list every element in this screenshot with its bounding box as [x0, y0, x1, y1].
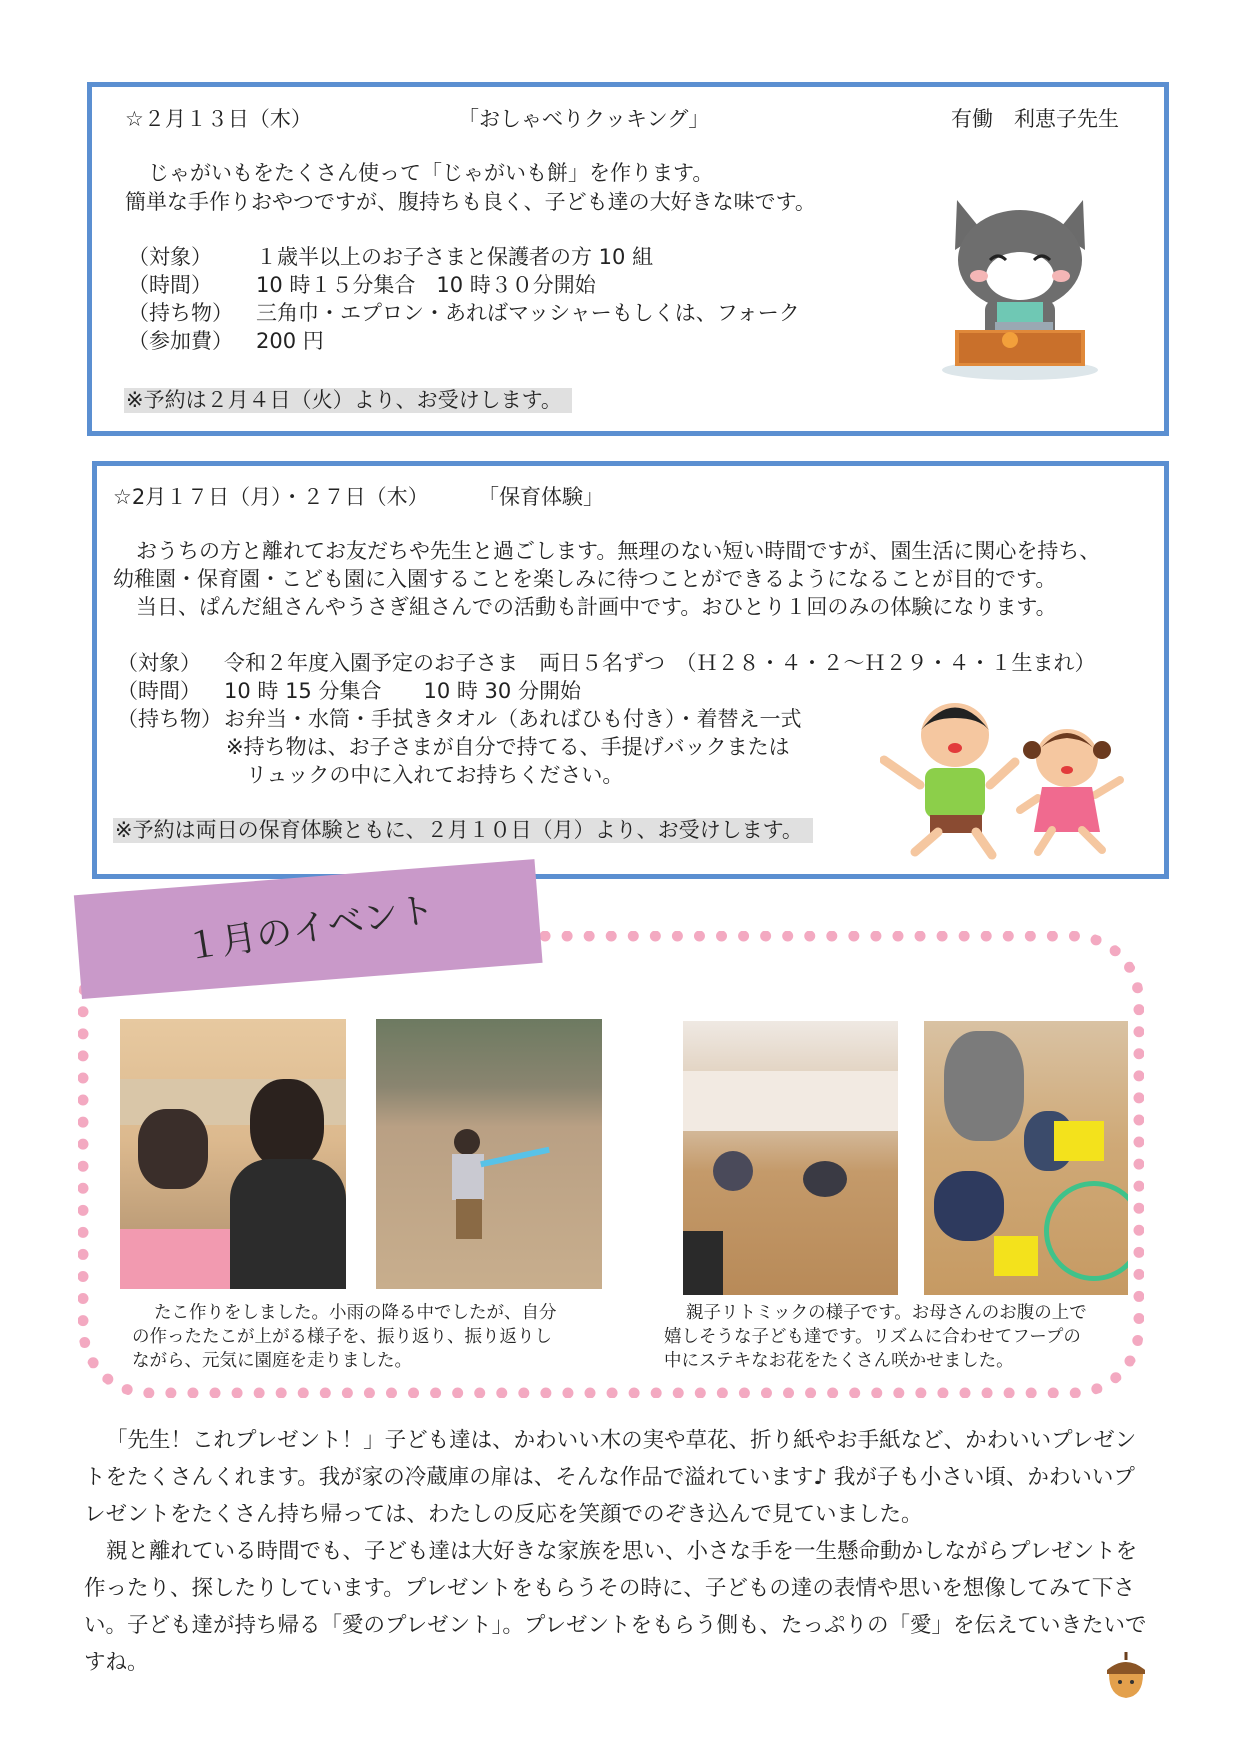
childcare-description-1: おうちの方と離れてお友だちや先生と過ごします。無理のない短い時間ですが、園生活に関心を持ち、: [136, 539, 1101, 563]
cooking-reservation-note: ※予約は２月４日（火）より、お受けします。: [124, 388, 572, 413]
cooking-detail-label: （持ち物）: [128, 301, 233, 325]
cooking-teacher: 有働 利恵子先生: [951, 107, 1119, 131]
caption-line: 中にステキなお花をたくさん咲かせました。: [664, 1351, 1014, 1371]
event-caption-left: [132, 1301, 602, 1373]
cooking-detail-label: （時間）: [128, 273, 212, 297]
childcare-detail-label: （時間）: [117, 679, 201, 703]
cooking-date: ☆２月１３日（木）: [125, 107, 312, 131]
acorn-icon: [1103, 1650, 1149, 1700]
caption-line: ながら、元気に園庭を走りました。: [132, 1351, 412, 1371]
childcare-belongings-note-2: リュックの中に入れてお持ちください。: [246, 763, 624, 787]
cooking-detail-value: 10 時１５分集合 10 時３０分開始: [256, 273, 596, 297]
childcare-reservation-note: ※予約は両日の保育体験ともに、２月１０日（月）より、お受けします。: [113, 818, 813, 843]
event-photo-kite-flying: [376, 1019, 602, 1289]
childcare-description-2: 幼稚園・保育園・こども園に入園することを楽しみに待つことができるようになることが目的です。: [113, 567, 1057, 591]
caption-line: の作ったたこが上がる様子を、振り返り、振り返りし: [132, 1327, 552, 1347]
event-photo-rhythmic-1: [683, 1021, 898, 1295]
caption-line: 嬉しそうな子ども達です。リズムに合わせてフープの: [664, 1327, 1081, 1347]
cooking-description-1: じゃがいもをたくさん使って「じゃがいも餅」を作ります。: [148, 161, 714, 185]
cooking-description-2: 簡単な手作りおやつですが、腹持ちも良く、子ども達の大好きな味です。: [125, 190, 816, 214]
event-photo-rhythmic-2: [924, 1021, 1128, 1295]
childcare-title: 「保育体験」: [478, 485, 604, 509]
caption-line: 親子リトミックの様子です。お母さんのお腹の上で: [686, 1303, 1087, 1323]
childcare-belongings-note-1: ※持ち物は、お子さまが自分で持てる、手提げバックまたは: [226, 735, 790, 759]
cooking-detail-value: 三角巾・エプロン・あればマッシャーもしくは、フォーク: [256, 301, 800, 325]
childcare-detail-value: 令和２年度入園予定のお子さま 両日５名ずつ （Ｈ２８・４・２〜Ｈ２９・４・１生まれ）: [224, 651, 1096, 675]
childcare-description-3: 当日、ぱんだ組さんやうさぎ組さんでの活動も計画中です。おひとり１回のみの体験になります。: [136, 595, 1057, 619]
events-title: １月のイベント: [182, 888, 438, 969]
childcare-detail-value: お弁当・水筒・手拭きタオル（あればひも付き）・着替え一式: [224, 707, 802, 731]
childcare-detail-label: （対象）: [117, 651, 201, 675]
cooking-detail-label: （対象）: [128, 245, 212, 269]
event-photo-kite-making: [120, 1019, 346, 1289]
cooking-detail-value: １歳半以上のお子さまと保護者の方 10 組: [256, 245, 654, 269]
childcare-detail-label: （持ち物）: [117, 707, 222, 731]
children-illustration: [880, 690, 1140, 860]
cooking-cat-illustration: [935, 190, 1105, 390]
childcare-detail-value: 10 時 15 分集合 10 時 30 分開始: [224, 679, 581, 703]
caption-line: たこ作りをしました。小雨の降る中でしたが、自分: [154, 1303, 557, 1323]
essay: [84, 1422, 1150, 1681]
essay-paragraph-2: 親と離れている時間でも、子ども達は大好きな家族を思い、小さな手を一生懸命動かしながらプレゼントを作ったり、探したりしています。プレゼントをもらうその時に、子どもの達の表情や思いを想像してみて下さい。子ども達が持ち帰る「愛のプレゼント」。プレゼントをもらう側も、たっぷりの「愛」を伝えていきたいですね。: [84, 1539, 1147, 1675]
essay-paragraph-1: 「先生！これプレゼント！」子ども達は、かわいい木の実や草花、折り紙やお手紙など、かわいいプレゼントをたくさんくれます。我が家の冷蔵庫の扉は、そんな作品で溢れています♪ 我が子も小さい頃、かわいいプレゼントをたくさん持ち帰っては、わたしの反応を笑顔でのぞき込んで見ていました。: [84, 1428, 1137, 1527]
cooking-detail-value: 200 円: [256, 329, 324, 353]
cooking-title: 「おしゃべりクッキング」: [458, 107, 710, 131]
cooking-detail-label: （参加費）: [128, 329, 233, 353]
childcare-date: ☆2月１７日（月）・２７日（木）: [113, 485, 429, 509]
event-caption-right: [664, 1301, 1134, 1373]
